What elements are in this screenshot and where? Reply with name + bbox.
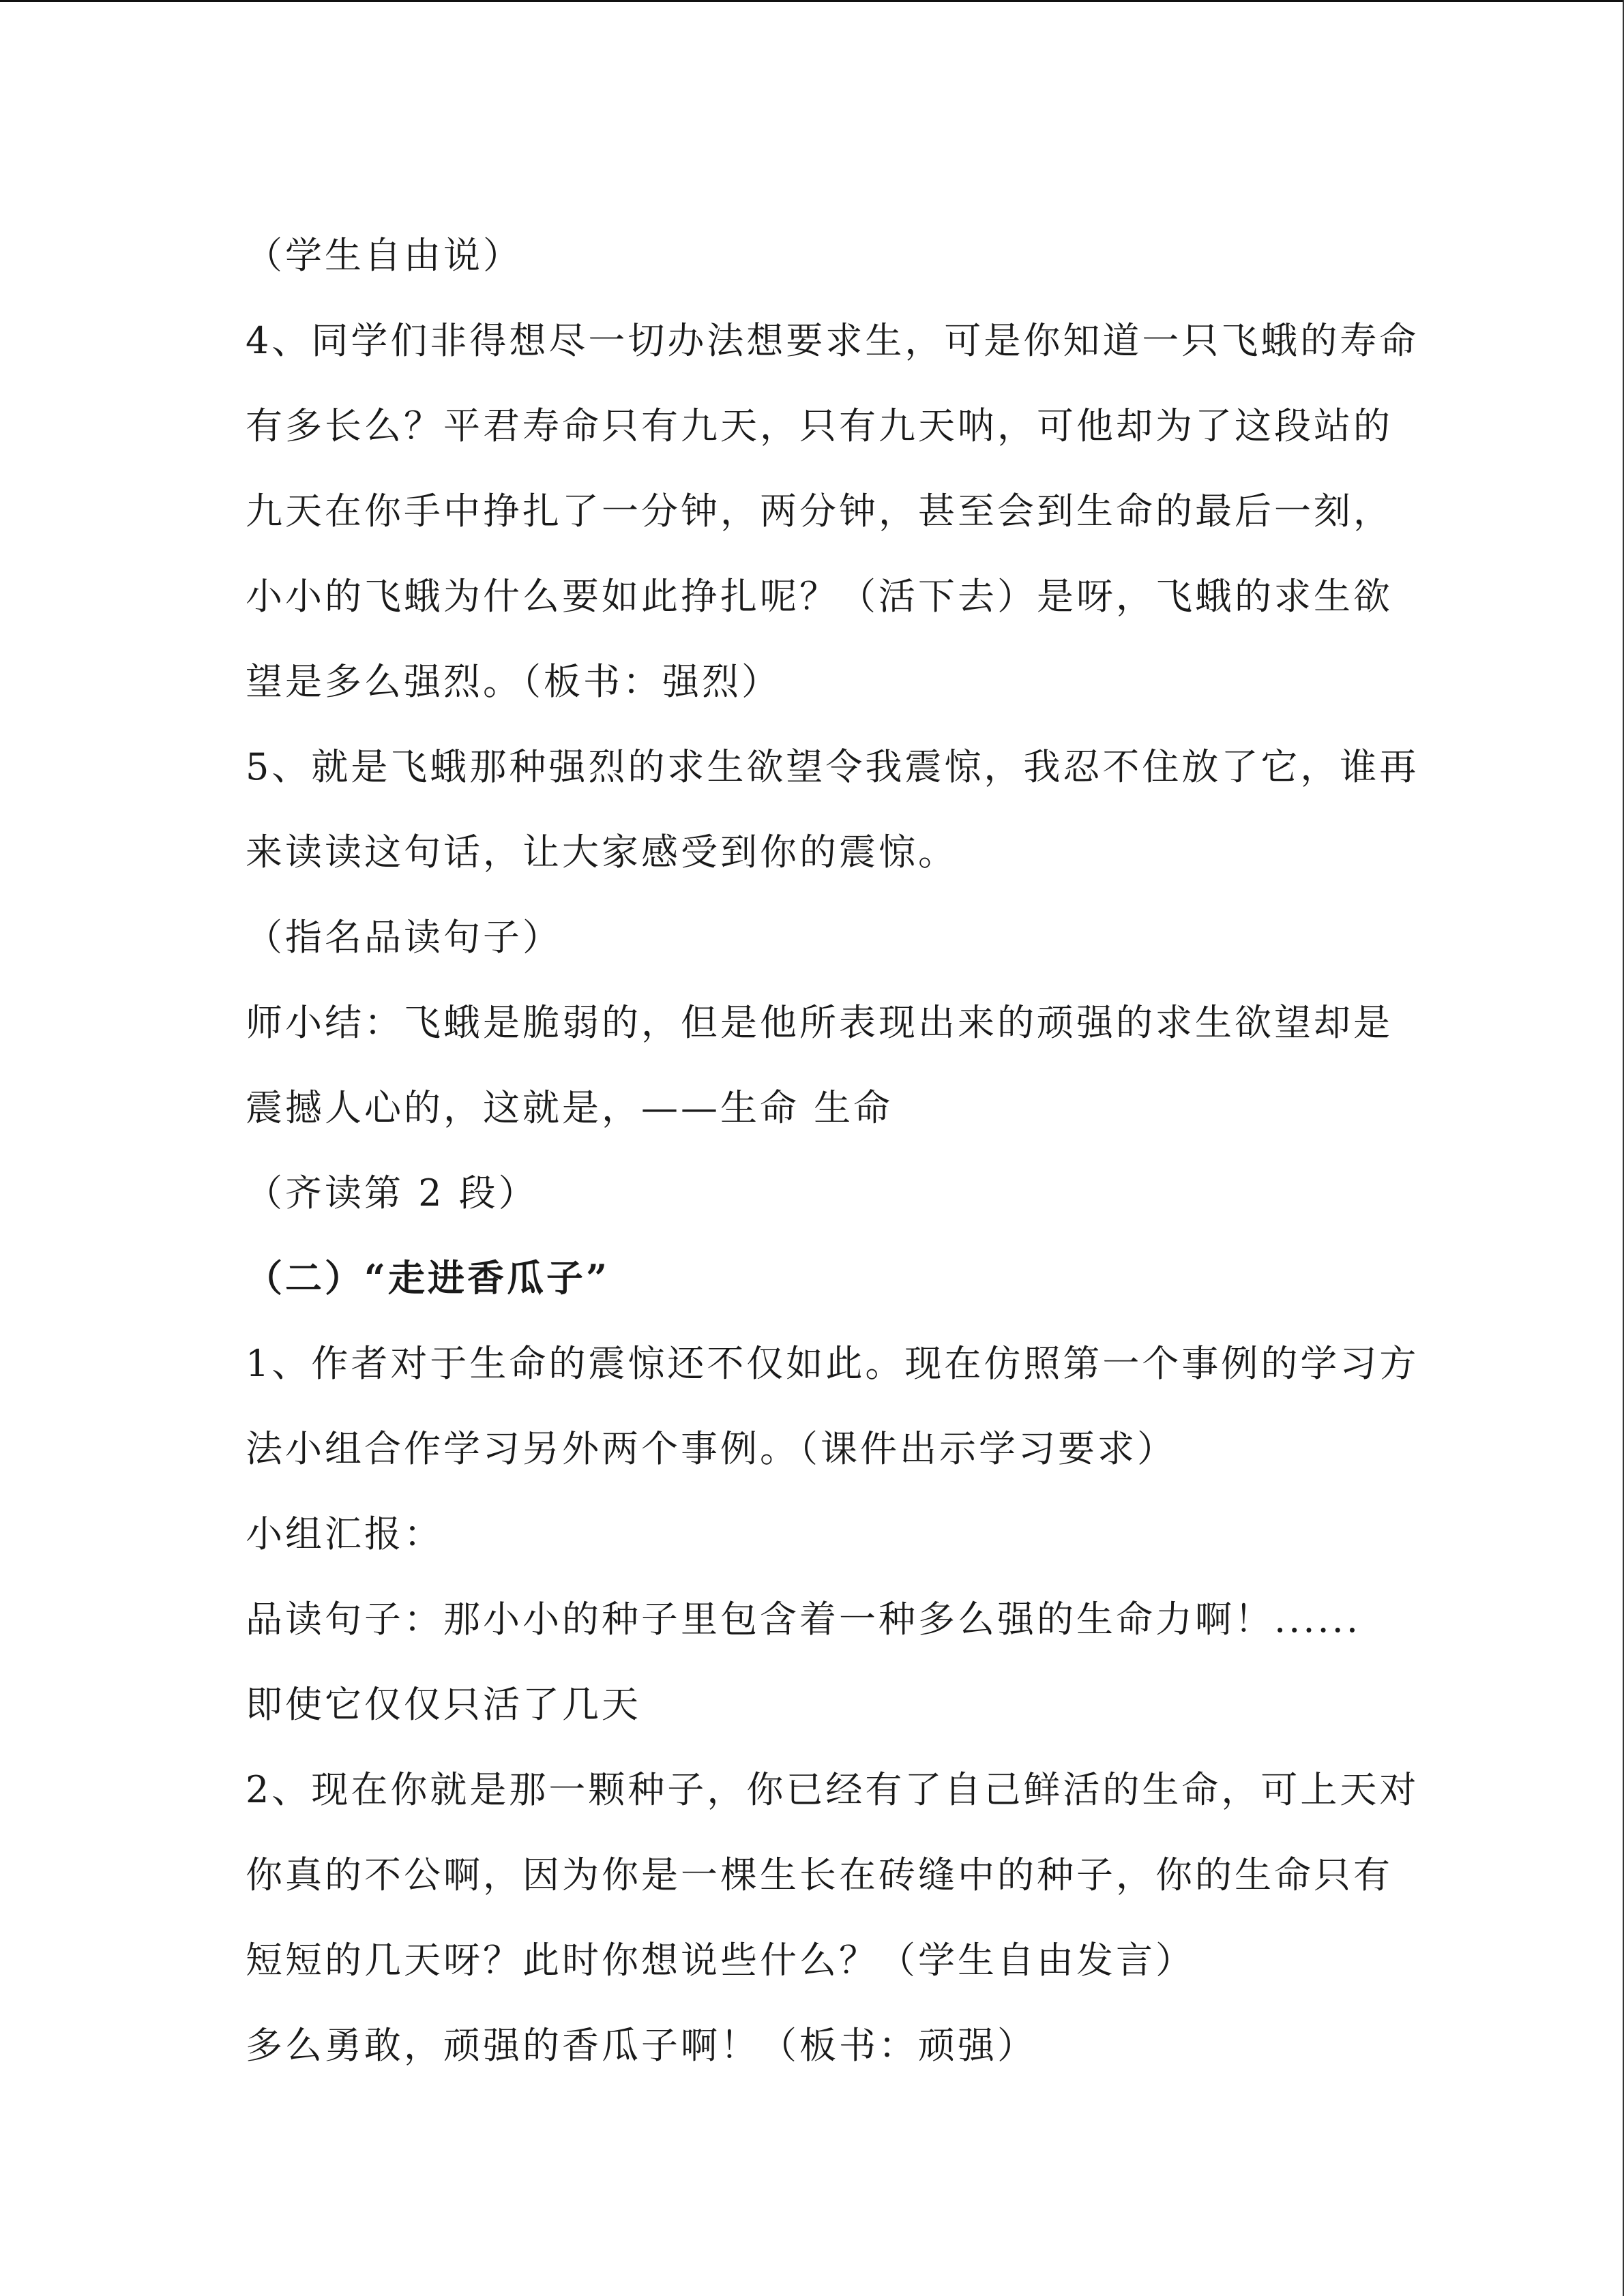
- paragraph-line: 你真的不公啊，因为你是一棵生长在砖缝中的种子，你的生命只有: [246, 1853, 1393, 1896]
- section-heading: （二）“走进香瓜子”: [246, 1256, 610, 1300]
- document-body: [246, 213, 1419, 2088]
- paragraph-line: 小小的飞蛾为什么要如此挣扎呢？（活下去）是呀，飞蛾的求生欲: [246, 575, 1393, 618]
- paragraph-line: 即使它仅仅只活了几天: [246, 1683, 641, 1726]
- paragraph-line: 4、同学们非得想尽一切办法想要求生，可是你知道一只飞蛾的寿命: [246, 319, 1419, 362]
- paragraph-line: 品读句子：那小小的种子里包含着一种多么强的生命力啊！......: [246, 1598, 1361, 1641]
- paragraph-line: 震撼人心的，这就是，——生命 生命: [246, 1086, 894, 1129]
- paragraph-line: 望是多么强烈。（板书：强烈）: [246, 660, 781, 703]
- paragraph-line: （学生自由说）: [246, 234, 522, 277]
- paragraph-line: （指名品读句子）: [246, 916, 562, 959]
- paragraph-line: 5、就是飞蛾那种强烈的求生欲望令我震惊，我忍不住放了它，谁再: [246, 745, 1419, 788]
- paragraph-line: 法小组合作学习另外两个事例。（课件出示学习要求）: [246, 1427, 1177, 1470]
- paragraph-line: 来读读这句话，让大家感受到你的震惊。: [246, 831, 958, 874]
- top-border-line: [0, 0, 1624, 2]
- paragraph-line: 小组汇报：: [246, 1512, 443, 1555]
- paragraph-line: 九天在你手中挣扎了一分钟，两分钟，甚至会到生命的最后一刻，: [246, 490, 1393, 533]
- paragraph-line: 短短的几天呀？此时你想说些什么？（学生自由发言）: [246, 1939, 1195, 1982]
- paragraph-line: 2、现在你就是那一颗种子，你已经有了自己鲜活的生命，可上天对: [246, 1768, 1419, 1811]
- paragraph-line: 有多长么？平君寿命只有九天，只有九天呐，可他却为了这段站的: [246, 404, 1393, 447]
- paragraph-line: 多么勇敢，顽强的香瓜子啊！（板书：顽强）: [246, 2024, 1037, 2067]
- paragraph-line: （齐读第 2 段）: [246, 1172, 538, 1214]
- paragraph-line: 师小结：飞蛾是脆弱的，但是他所表现出来的顽强的求生欲望却是: [246, 1001, 1393, 1044]
- paragraph-line: 1、作者对于生命的震惊还不仅如此。现在仿照第一个事例的学习方: [246, 1342, 1419, 1385]
